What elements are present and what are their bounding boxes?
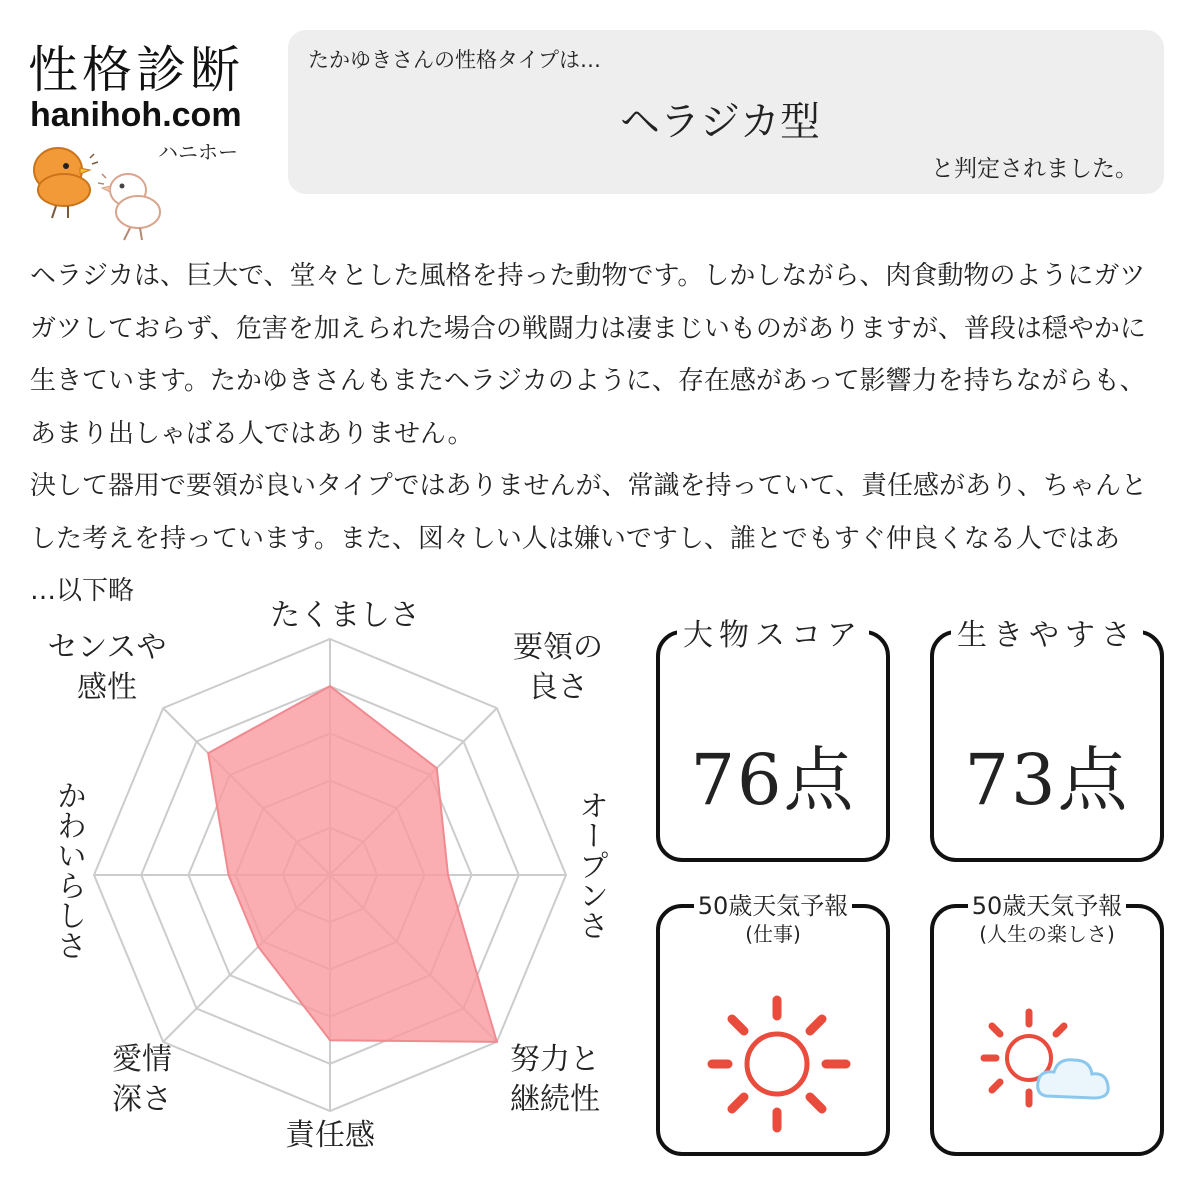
description — [30, 250, 1170, 618]
radar-label-6: 愛情 深さ — [112, 1042, 172, 1117]
work-forecast-subtitle: (仕事) — [745, 922, 801, 946]
sun-cloud-icon — [934, 968, 1160, 1148]
ikiyasusa-score-label: 生きやすさ — [951, 618, 1143, 653]
description-paragraph-2: 決して器用で要領が良いタイプではありませんが、常識を持っていて、責任感があり、ちゃんとした考えを持っています。また、図々しい人は嫌いですし、誰とでもすぐ仲良くなる人ではあ — [30, 471, 1147, 554]
description-paragraph-1: ヘラジカは、巨大で、堂々とした風格を持った動物です。しかしながら、肉食動物のようにガツガツしておらず、危害を加えられた場合の戦闘力は凄まじいものがありますが、普段は穏やかに生きています。たかゆきさんもまたヘラジカのように、存在感があって影響力を持ちながらも、あまり出しゃばる人ではありません。 — [30, 261, 1146, 449]
chick-mascot-icon — [20, 140, 170, 250]
ikiyasusa-score-value: 73点 — [964, 739, 1130, 821]
result-outro: と判定されました。 — [931, 156, 1138, 182]
work-forecast-box — [656, 892, 890, 1156]
personality-type: ヘラジカ型 — [620, 99, 820, 145]
result-intro: たかゆきさんの性格タイプは… — [308, 48, 601, 72]
radar-label-2: 要領の 良さ — [513, 630, 603, 705]
radar-label-7: かわいらしさ — [51, 780, 86, 960]
site-domain[interactable]: hanihoh.com — [30, 96, 242, 134]
ikiyasusa-score-box — [930, 618, 1164, 862]
omono-score-value: 76点 — [690, 739, 856, 821]
site-kana: ハニホー — [158, 140, 238, 164]
site-title: 性格診断 — [28, 41, 244, 99]
radar-label-8: センスや 感性 — [47, 630, 167, 705]
radar-label-5: 責任感 — [285, 1118, 375, 1153]
radar-label-1: たくましさ — [270, 598, 420, 633]
life-forecast-title: 50歳天気予報 — [968, 892, 1127, 920]
radar-label-4: 努力と 継続性 — [510, 1042, 600, 1117]
life-forecast-box — [930, 892, 1164, 1156]
radar-value-polygon — [208, 686, 497, 1042]
work-forecast-title: 50歳天気予報 — [694, 892, 853, 920]
omono-score-box — [656, 618, 890, 862]
description-ellipsis: …以下略 — [30, 576, 135, 606]
sun-icon — [660, 968, 886, 1148]
omono-score-label: 大物スコア — [677, 618, 869, 653]
life-forecast-subtitle: (人生の楽しさ) — [979, 922, 1115, 946]
radar-label-3: オープンさ — [573, 790, 608, 940]
